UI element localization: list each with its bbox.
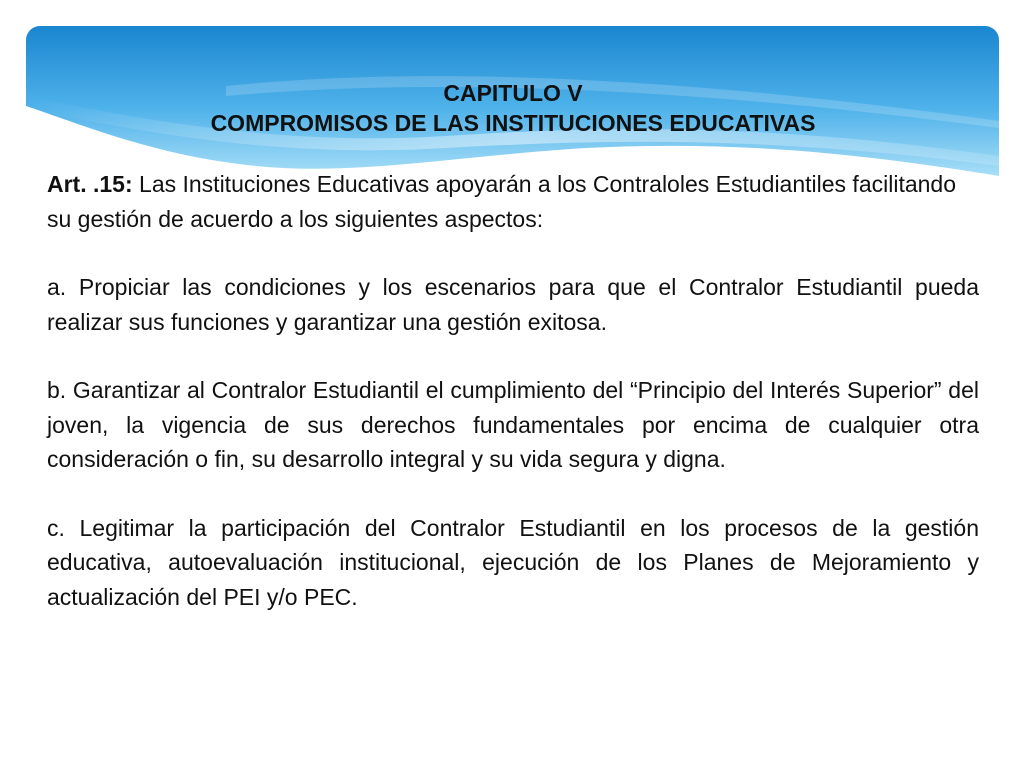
- chapter-title: COMPROMISOS DE LAS INSTITUCIONES EDUCATIVAS: [210, 110, 816, 136]
- article-paragraph: [47, 167, 979, 236]
- item-a: a. Propiciar las condiciones y los escenarios para que el Contralor Estudiantil pueda realizar sus funciones y garantizar una gestión exitosa.: [47, 274, 979, 335]
- item-b: b. Garantizar al Contralor Estudiantil el cumplimiento del “Principio del Interés Superior” del joven, la vigencia de sus derechos fundamentales por encima de cualquier otra consideración o fin, su desarrollo integral y su vida segura y digna.: [47, 377, 979, 472]
- title-block: [47, 78, 979, 138]
- article-label: Art. .15:: [47, 171, 133, 197]
- chapter-heading: CAPITULO V: [443, 80, 583, 106]
- article-text: Las Instituciones Educativas apoyarán a los Contraloles Estudiantiles facilitando su gestión de acuerdo a los siguientes aspectos:: [47, 171, 957, 232]
- item-c: c. Legitimar la participación del Contralor Estudiantil en los procesos de la gestión educativa, autoevaluación institucional, ejecución de los Planes de Mejoramiento y actualización del PEI y/o PEC.: [47, 514, 979, 610]
- slide-content: [47, 78, 979, 614]
